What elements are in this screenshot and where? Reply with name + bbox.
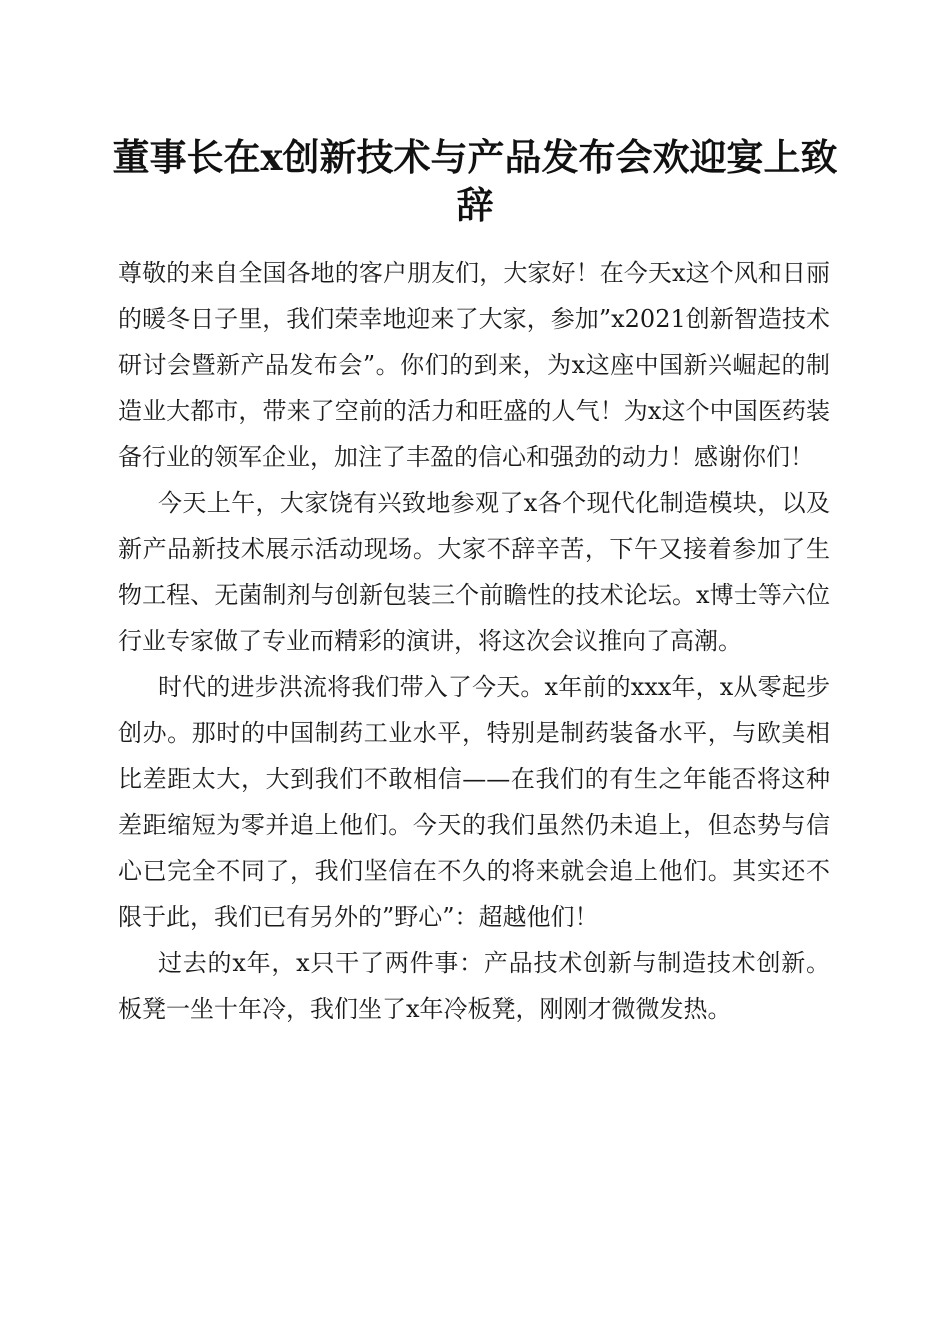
document-body [118, 250, 830, 1032]
paragraph: 时代的进步洪流将我们带入了今天。x年前的xxx年，x从零起步创办。那时的中国制药工业水平，特别是制药装备水平，与欧美相比差距太大，大到我们不敢相信——在我们的有生之年能否将这种差距缩短为零并追上他们。今天的我们虽然仍未追上，但态势与信心已完全不同了，我们坚信在不久的将来就会追上他们。其实还不限于此，我们已有另外的”野心”：超越他们！ [118, 673, 830, 931]
paragraph: 今天上午，大家饶有兴致地参观了x各个现代化制造模块，以及新产品新技术展示活动现场。大家不辞辛苦，下午又接着参加了生物工程、无菌制剂与创新包装三个前瞻性的技术论坛。x博士等六位行业专家做了专业而精彩的演讲，将这次会议推向了高潮。 [118, 489, 830, 655]
paragraph: 尊敬的来自全国各地的客户朋友们，大家好！在今天x这个风和日丽的暖冬日子里，我们荣幸地迎来了大家，参加”x2021创新智造技术研讨会暨新产品发布会”。你们的到来，为x这座中国新兴崛起的制造业大都市，带来了空前的活力和旺盛的人气！为x这个中国医药装备行业的领军企业，加注了丰盈的信心和强劲的动力！感谢你们！ [118, 259, 830, 471]
document-title: 董事长在x创新技术与产品发布会欢迎宴上致辞 [112, 135, 838, 227]
paragraph: 过去的x年，x只干了两件事：产品技术创新与制造技术创新。板凳一坐十年冷，我们坐了x年冷板凳，刚刚才微微发热。 [118, 949, 830, 1023]
